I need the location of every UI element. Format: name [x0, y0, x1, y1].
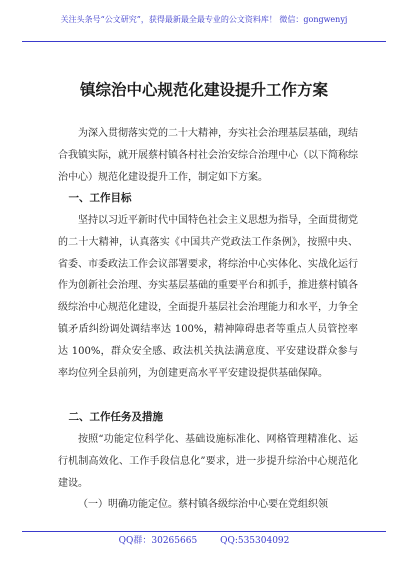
header-divider [22, 41, 386, 42]
footer [0, 535, 408, 547]
tasks-item-1: （一）明确功能定位。蔡村镇各级综治中心要在党组织领 [78, 499, 328, 510]
section-heading-tasks: 二、工作任务及措施 [68, 411, 163, 423]
intro-paragraph: 为深入贯彻落实党的二十大精神，夯实社会治理基层基础，现结合我镇实际，就开展蔡村镇各村社会治安综合治理中心（以下简称综治中心）规范化建设提升工作，制定如下方案。 [58, 128, 358, 183]
tasks-paragraph: 按照“功能定位科学化、基础设施标准化、网格管理精准化、运行机制高效化、工作手段信息化”要求，进一步提升综治中心规范化建设。 [58, 434, 358, 489]
footer-divider [22, 531, 386, 532]
footer-qq-group: QQ群：30265665 [118, 536, 198, 546]
header-note: 关注头条号“公文研究”，获得最新最全最专业的公文资料库！ 微信：gongwenyj [60, 15, 348, 24]
page-title: 镇综治中心规范化建设提升工作方案 [79, 81, 328, 99]
section-heading-goals: 一、工作目标 [68, 192, 132, 204]
goals-paragraph: 坚持以习近平新时代中国特色社会主义思想为指导，全面贯彻党的二十大精神，认真落实《中国共产党政法工作条例》，按照中央、省委、市委政法工作会议部署要求，将综治中心实体化、实战化运行作为创新社会治理、夯实基层基础的重要平台和抓手，推进蔡村镇各级综治中心规范化建设，全面提升基层社会治理能力和水平，力争全镇矛盾纠纷调处调结率达 100%，精神障碍患者等重点人员管控率达 100%，群众安全感、政法机关执法满意度、平安建设群众参与率均位列全县前列，为创建更高水平平安建设提供基础保障。 [58, 215, 358, 379]
footer-qq: QQ:535304092 [220, 536, 290, 546]
